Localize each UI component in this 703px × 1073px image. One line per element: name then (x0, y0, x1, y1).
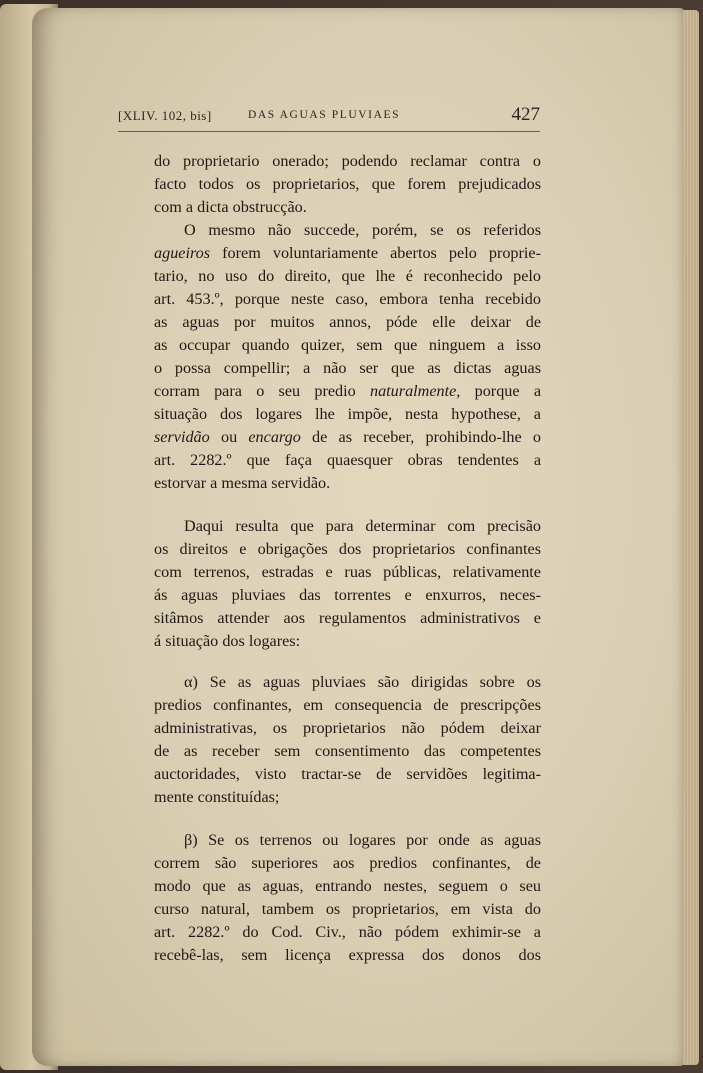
text-line: com terrenos, estradas e ruas públicas, relativamente (154, 563, 541, 581)
text-line: auctoridades, visto tractar-se de servidões legitima- (154, 765, 541, 783)
text-line: mente constituídas; (154, 788, 280, 806)
paragraph (154, 219, 541, 495)
paragraph (154, 671, 541, 809)
text-line: corram para o seu predio naturalmente, porque a (154, 382, 541, 400)
text-line: α) Se as aguas pluviaes são dirigidas sobre os (184, 673, 541, 691)
text-line: sitâmos attender aos regulamentos administrativos e (154, 609, 541, 627)
text-line: tario, no uso do direito, que lhe é reconhecido pelo (154, 267, 541, 285)
text-line: estorvar a mesma servidão. (154, 474, 331, 492)
text-line: as aguas por muitos annos, póde elle deixar de (154, 313, 541, 331)
text-line: ás aguas pluviaes das torrentes e enxurros, neces- (154, 586, 541, 604)
text-line: do proprietario onerado; podendo reclamar contra o (154, 152, 541, 170)
text-line: situação dos logares lhe impõe, nesta hypothese, a (154, 405, 541, 423)
text-line: modo que as aguas, entrando nestes, seguem o seu (154, 877, 541, 895)
text-line: O mesmo não succede, porém, se os referidos (184, 221, 541, 239)
chapter-title: DAS AGUAS PLUVIAES (248, 109, 401, 121)
text-line: art. 2282.º que faça quaesquer obras tendentes a (154, 451, 541, 469)
text-line: á situação dos logares: (154, 632, 301, 650)
text-line: β) Se os terrenos ou logares por onde as aguas (184, 831, 541, 849)
text-line: com a dicta obstrucção. (154, 198, 307, 216)
paragraph (154, 150, 541, 219)
text-line: facto todos os proprietarios, que forem prejudicados (154, 175, 541, 193)
text-line: Daqui resulta que para determinar com precisão (184, 517, 541, 535)
text-line: servidão ou encargo de as receber, prohibindo-lhe o (154, 428, 541, 446)
page-edges (683, 10, 699, 1065)
body-text (154, 150, 541, 967)
text-line: art. 453.º, porque neste caso, embora tenha recebido (154, 290, 541, 308)
text-line: os direitos e obrigações dos proprietarios confinantes (154, 540, 541, 558)
text-line: de as receber sem consentimento das competentes (154, 742, 541, 760)
page-number: 427 (511, 104, 540, 125)
paragraph (154, 515, 541, 653)
text-line: administrativas, os proprietarios não pódem deixar (154, 719, 541, 737)
text-line: agueiros forem voluntariamente abertos pelo proprie- (154, 244, 541, 262)
paragraph (154, 829, 541, 967)
section-reference: [XLIV. 102, bis] (118, 108, 212, 123)
text-line: predios confinantes, em consequencia de prescripções (154, 696, 541, 714)
text-line: correm são superiores aos predios confinantes, de (154, 854, 541, 872)
running-head (118, 104, 540, 128)
text-line: o possa compellir; a não ser que as dictas aguas (154, 359, 541, 377)
text-line: art. 2282.º do Cod. Civ., não pódem exhimir-se a (154, 923, 541, 941)
header-rule (118, 131, 540, 132)
text-line: as occupar quando quizer, sem que ninguem a isso (154, 336, 541, 354)
text-line: recebê-las, sem licença expressa dos donos dos (154, 946, 541, 964)
text-line: curso natural, tambem os proprietarios, em vista do (154, 900, 541, 918)
